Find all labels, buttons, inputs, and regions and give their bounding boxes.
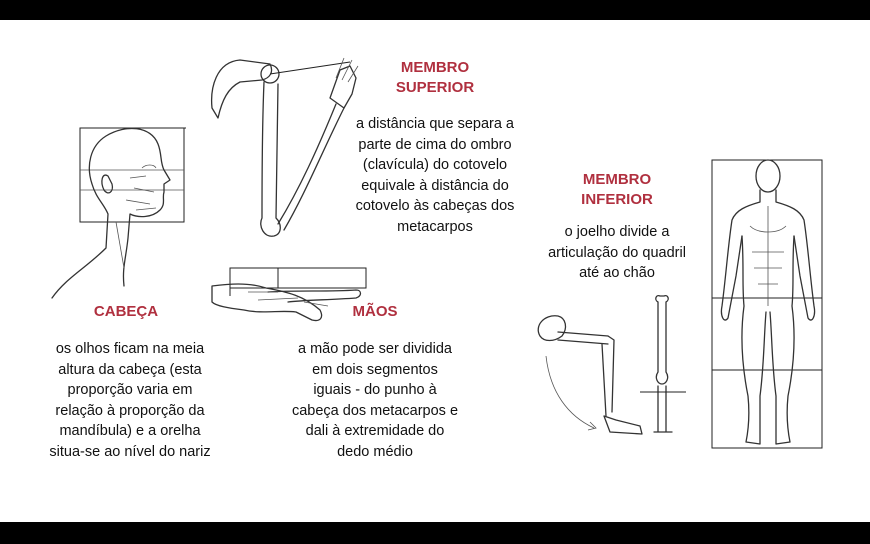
text-line: em dois segmentos: [312, 361, 438, 378]
text-line: a mão pode ser dividida: [298, 341, 452, 357]
head-profile-sketch: [46, 118, 196, 308]
text-line: até ao chão: [579, 265, 655, 281]
text-line: mandíbula) e a orelha: [59, 423, 201, 439]
leg-skeleton-sketch: [528, 292, 688, 442]
text-line: (clavícula) do cotovelo: [362, 157, 508, 173]
text-line: metacarpos: [397, 218, 473, 235]
letterbox-top: [0, 0, 870, 20]
text-line: altura da cabeça (esta: [58, 361, 202, 378]
text-line: situa-se ao nível do nariz: [49, 443, 211, 460]
text-line: cabeça dos metacarpos e: [291, 402, 459, 419]
upper-limb-text: [340, 114, 530, 237]
lower-limb-title-line2: INFERIOR: [581, 191, 653, 208]
text-line: relação à proporção da: [55, 402, 205, 419]
lower-limb-title: [556, 170, 678, 210]
text-line: iguais - do punho à: [313, 382, 437, 398]
text-line: parte de cima do ombro: [358, 136, 512, 153]
upper-limb-title: [374, 58, 496, 98]
upper-limb-title-line2: SUPERIOR: [395, 79, 475, 96]
text-line: dali à extremidade do: [305, 423, 445, 439]
text-line: dedo médio: [337, 443, 413, 460]
standing-figure-sketch: [706, 156, 828, 452]
hands-title: MÃOS: [352, 303, 398, 320]
head-title: CABEÇA: [93, 303, 159, 320]
text-line: os olhos ficam na meia: [55, 341, 205, 357]
lower-limb-title-line1: MEMBRO: [582, 171, 652, 188]
slide: [0, 20, 870, 522]
hands-text: [275, 339, 475, 462]
text-line: cotovelo às cabeças dos: [355, 198, 515, 214]
head-text: [30, 339, 230, 462]
text-line: a distância que separa a: [356, 116, 514, 132]
text-line: o joelho divide a: [564, 224, 670, 240]
text-line: proporção varia em: [67, 382, 193, 398]
letterbox-bottom: [0, 522, 870, 544]
text-line: articulação do quadril: [548, 244, 686, 261]
upper-limb-title-line1: MEMBRO: [400, 59, 470, 76]
lower-limb-text: [528, 222, 706, 284]
text-line: equivale à distância do: [361, 177, 509, 194]
